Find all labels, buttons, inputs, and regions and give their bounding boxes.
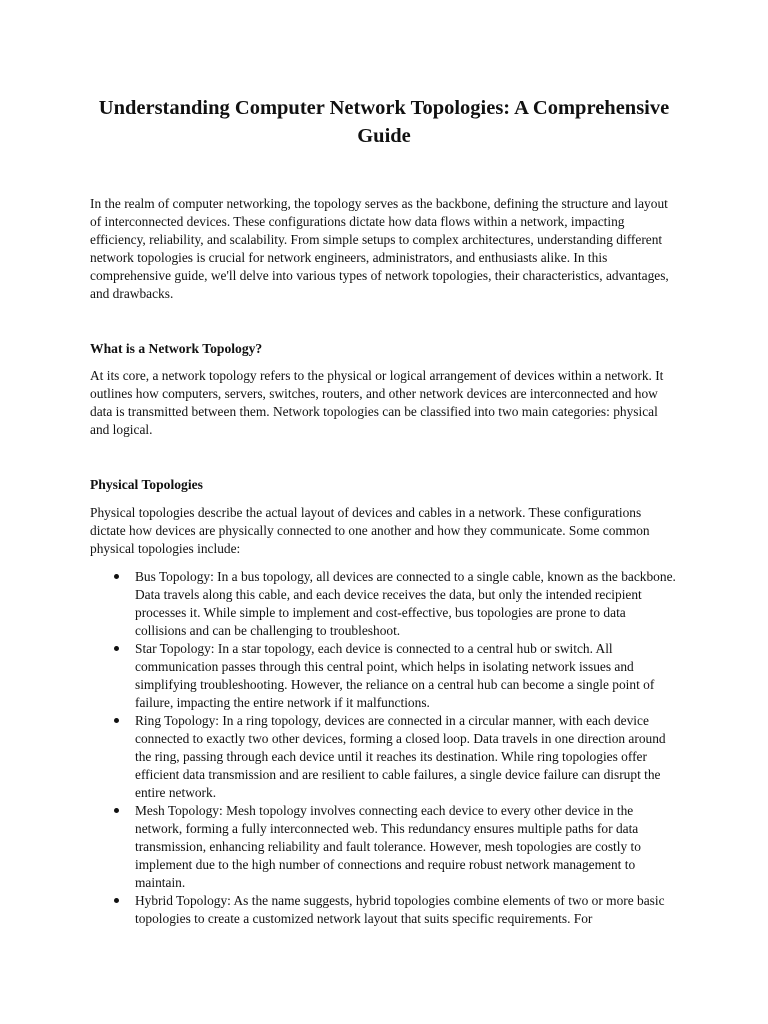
list-item-text: Bus Topology: In a bus topology, all devices are connected to a single cable, known as the backbone. Data travels along this cable, and each device receives the data, but only the intended recipient processes it. While simple to implement and cost-effective, bus topologies are prone to data collisions and can be challenging to troubleshoot. [135,569,676,638]
page-title: Understanding Computer Network Topologies: A Comprehensive Guide [98,97,670,147]
list-item-ring-topology [90,712,678,802]
list-item-mesh-topology [90,802,678,892]
list-item-star-topology [90,640,678,712]
list-item-text: Mesh Topology: Mesh topology involves connecting each device to every other device in the network, forming a fully interconnected web. This redundancy ensures multiple paths for data transmission, enhancing reliability and fault tolerance. However, mesh topologies are costly to implement due to the high number of connections and require robust network management to maintain. [135,803,641,890]
bullet-icon [114,646,119,651]
bullet-icon [114,718,119,723]
bullet-icon [114,898,119,903]
intro-paragraph: In the realm of computer networking, the topology serves as the backbone, defining the structure and layout of interconnected devices. These configurations dictate how data flows within a network, impacting efficiency, reliability, and scalability. From simple setups to complex architectures, understanding different network topologies is crucial for network engineers, administrators, and enthusiasts alike. In this comprehensive guide, we'll delve into various types of network topologies, their characteristics, advantages, and drawbacks. [90,196,669,301]
bullet-icon [114,808,119,813]
bullet-icon [114,574,119,579]
section-body-network-topology: At its core, a network topology refers to the physical or logical arrangement of devices within a network. It outlines how computers, servers, switches, routers, and other network devices are interconnected and how data is transmitted between them. Network topologies can be classified into two main categories: physical and logical. [90,368,664,437]
list-item-text: Star Topology: In a star topology, each device is connected to a central hub or switch. All communication passes through this central point, which helps in isolating network issues and simplifying troubleshooting. However, the reliance on a central hub can become a single point of failure, impacting the entire network if it malfunctions. [135,641,655,710]
topology-bullet-list [90,568,678,928]
list-item-text: Ring Topology: In a ring topology, devices are connected in a circular manner, with each device connected to exactly two other devices, forming a closed loop. Data travels in one direction around the ring, passing through each device until it reaches its destination. While ring topologies offer efficient data transmission and are resilient to cable failures, a single device failure can disrupt the entire network. [135,713,666,800]
section-body-physical-topologies: Physical topologies describe the actual layout of devices and cables in a network. These configurations dictate how devices are physically connected to one another and how they communicate. Some common physical topologies include: [90,505,650,556]
list-item-hybrid-topology [90,892,678,928]
list-item-text: Hybrid Topology: As the name suggests, hybrid topologies combine elements of two or more basic topologies to create a customized network layout that suits specific requirements. For [135,893,665,926]
list-item-bus-topology [90,568,678,640]
section-heading-physical-topologies: Physical Topologies [90,477,203,492]
section-heading-network-topology: What is a Network Topology? [90,341,263,356]
